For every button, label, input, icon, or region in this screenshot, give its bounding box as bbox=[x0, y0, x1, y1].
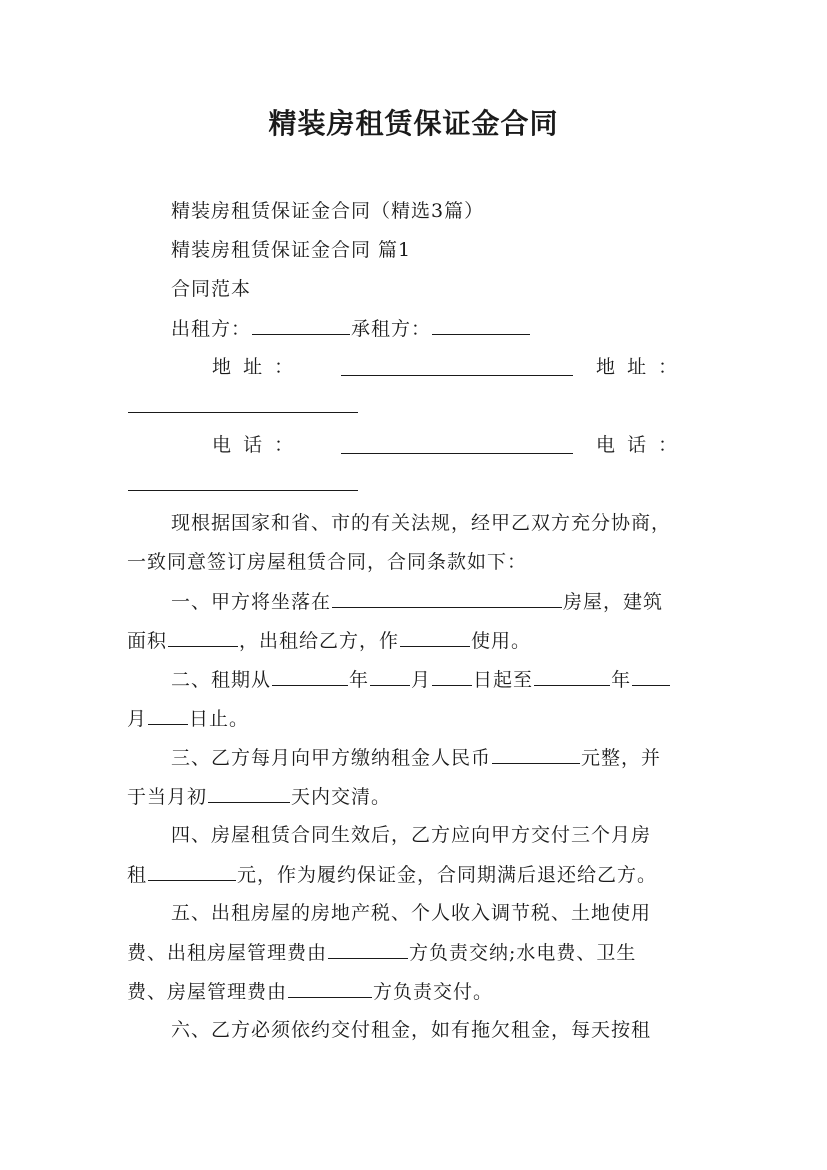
tax-party-blank[interactable] bbox=[328, 939, 408, 959]
phone-blank-right[interactable] bbox=[128, 471, 358, 491]
preamble-line-1: 现根据国家和省、市的有关法规，经甲乙双方充分协商， bbox=[171, 512, 672, 534]
area-blank[interactable] bbox=[168, 627, 238, 647]
phone-label-left: 电 话 ： bbox=[212, 434, 294, 456]
start-day-blank[interactable] bbox=[432, 666, 472, 686]
end-day-blank[interactable] bbox=[148, 705, 188, 725]
phone-label-right: 电 话 ： bbox=[596, 434, 678, 456]
address-blank-left[interactable] bbox=[341, 356, 573, 376]
document-title: 精装房租赁保证金合同 bbox=[268, 107, 559, 140]
phone-blank-left[interactable] bbox=[341, 434, 573, 454]
lessor-label: 出租方： bbox=[171, 318, 252, 340]
lessee-blank[interactable] bbox=[432, 315, 530, 335]
clause-4-line-1: 四、房屋租赁合同生效后，乙方应向甲方交付三个月房 bbox=[171, 824, 652, 846]
address-label-left: 地 址 ： bbox=[212, 356, 294, 378]
clause-5-line-3: 费、房屋管理费由 方负责交付。 bbox=[127, 978, 703, 1005]
address-blank-right[interactable] bbox=[128, 393, 358, 413]
fee-party-blank[interactable] bbox=[288, 978, 372, 998]
clause-1-line-2: 面积 ，出租给乙方，作 使用。 bbox=[127, 627, 703, 654]
intro-line-2: 精装房租赁保证金合同 篇1 bbox=[171, 239, 412, 261]
intro-line-1: 精装房租赁保证金合同（精选3篇） bbox=[171, 200, 485, 222]
lessor-blank[interactable] bbox=[252, 315, 350, 335]
deposit-blank[interactable] bbox=[148, 861, 236, 881]
clause-1-line-1: 一、甲方将坐落在 房屋，建筑 bbox=[171, 588, 747, 615]
pay-days-blank[interactable] bbox=[208, 783, 290, 803]
parties-line bbox=[171, 315, 747, 342]
clause-5-line-2: 费、出租房屋管理费由 方负责交纳;水电费、卫生 bbox=[127, 939, 703, 966]
use-blank[interactable] bbox=[400, 627, 470, 647]
start-year-blank[interactable] bbox=[272, 666, 348, 686]
location-blank[interactable] bbox=[332, 588, 562, 608]
address-label-right: 地 址 ： bbox=[596, 356, 678, 378]
clause-5-line-1: 五、出租房屋的房地产税、个人收入调节税、土地使用 bbox=[171, 902, 652, 924]
intro-line-3: 合同范本 bbox=[171, 278, 252, 300]
rent-amount-blank[interactable] bbox=[492, 744, 580, 764]
end-month-blank[interactable] bbox=[632, 666, 670, 686]
lessee-label: 承租方： bbox=[351, 318, 432, 340]
clause-3-line-1: 三、乙方每月向甲方缴纳租金人民币 元整，并 bbox=[171, 744, 747, 771]
end-year-blank[interactable] bbox=[534, 666, 610, 686]
start-month-blank[interactable] bbox=[370, 666, 410, 686]
clause-3-line-2: 于当月初 天内交清。 bbox=[127, 783, 703, 810]
clause-2-line-1: 二、租期从 年 月 日起至 年 bbox=[171, 666, 747, 693]
clause-4-line-2: 租 元，作为履约保证金，合同期满后退还给乙方。 bbox=[127, 861, 703, 888]
clause-2-line-2: 月 日止。 bbox=[127, 705, 703, 732]
preamble-line-2: 一致同意签订房屋租赁合同，合同条款如下： bbox=[127, 551, 528, 573]
clause-6-line-1: 六、乙方必须依约交付租金，如有拖欠租金，每天按租 bbox=[171, 1019, 652, 1041]
